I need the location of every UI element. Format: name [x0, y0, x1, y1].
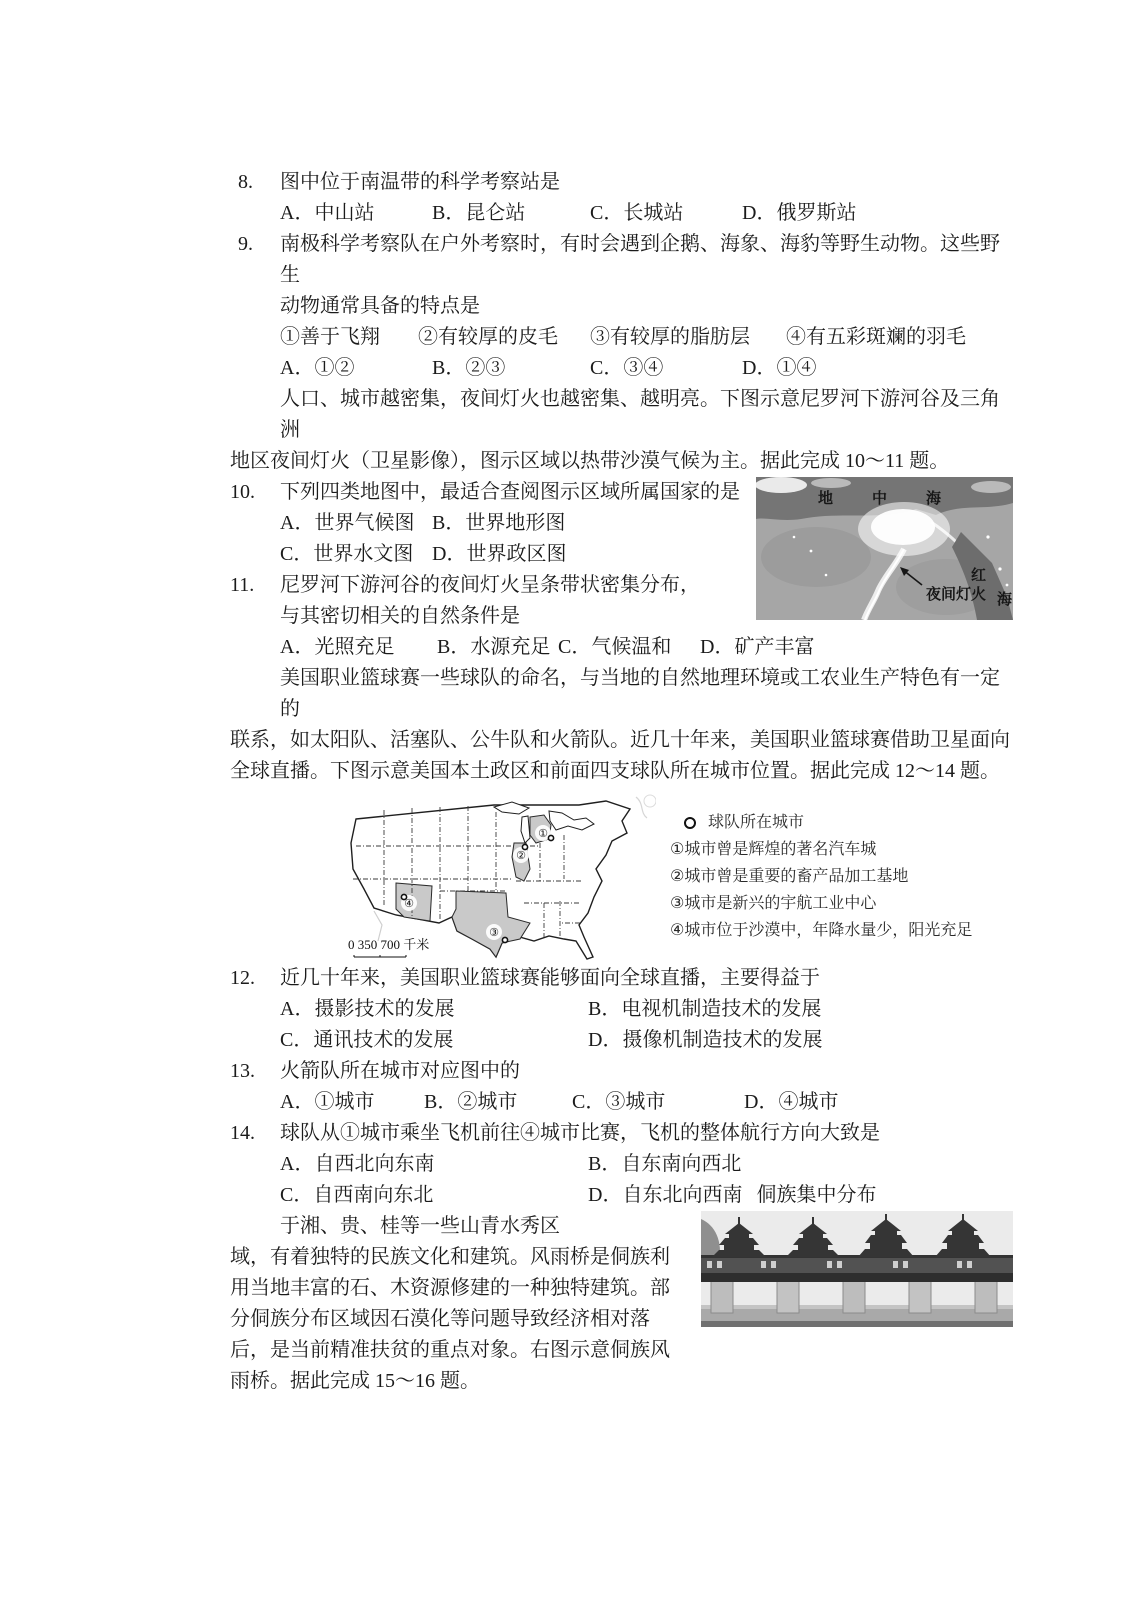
options-row [280, 1180, 1013, 1211]
city-circle-icon [684, 817, 696, 829]
paragraph-line: 美国职业篮球赛一些球队的命名，与当地的自然地理环境或工农业生产特色有一定的 [280, 667, 1000, 720]
question-stem: 下列四类地图中，最适合查阅图示区域所属国家的是 [280, 481, 740, 503]
question-13 [230, 1056, 1013, 1118]
question-14 [230, 1118, 1013, 1211]
option-c: C．通讯技术的发展 [280, 1029, 454, 1051]
option-c: C．长城站 [590, 202, 684, 224]
options-row [280, 632, 1013, 663]
option-b: B．昆仑站 [432, 202, 526, 224]
us-map-figure [230, 791, 1013, 961]
question-10 [230, 477, 744, 570]
exam-content [230, 167, 1013, 1397]
red-sea-label-sea: 海 [997, 592, 1013, 608]
option-c: C．③城市 [572, 1091, 666, 1113]
options-row [280, 1025, 1013, 1056]
city-marker-2: ② [516, 850, 526, 862]
option-b: B．②③ [432, 357, 506, 379]
trait-4: ④有五彩斑斓的羽毛 [786, 326, 966, 348]
option-d: D．俄罗斯站 [742, 202, 857, 224]
dong-paragraph-lead: 侗族集中分布 [756, 1184, 877, 1206]
options-row [280, 198, 1013, 229]
option-a: A．自西北向东南 [280, 1153, 435, 1175]
question-stem-line: 与其密切相关的自然条件是 [280, 605, 520, 627]
paragraph-line: 人口、城市越密集，夜间灯火也越密集、越明亮。下图示意尼罗河下游河谷及三角洲 [280, 388, 1000, 441]
option-a: A．中山站 [280, 202, 375, 224]
options-row [280, 1087, 1013, 1118]
question-stem: 近几十年来，美国职业篮球赛能够面向全球直播，主要得益于 [280, 967, 820, 989]
question-number: 14. [230, 1122, 255, 1144]
paragraph-line: 雨桥。据此完成 15～16 题。 [230, 1370, 480, 1392]
option-d: D．自东北向西南 [588, 1184, 743, 1206]
option-a: A．①城市 [280, 1091, 375, 1113]
options-row [280, 994, 1013, 1025]
question-11-options [230, 632, 1013, 663]
bridge-corridor [701, 1255, 1013, 1282]
options-row [280, 508, 744, 539]
mediterranean-sea-label: 地 中 海 [818, 491, 954, 507]
nile-question-block [230, 477, 1013, 663]
question-stem: 球队从①城市乘坐飞机前往④城市比赛，飞机的整体航行方向大致是 [280, 1122, 880, 1144]
legend-item: ①城市曾是辉煌的著名汽车城 [670, 841, 877, 858]
paragraph-line: 分侗族分布区域因石漠化等问题导致经济相对落 [230, 1308, 650, 1330]
option-d: D．①④ [742, 357, 817, 379]
question-stem-line: 动物通常具备的特点是 [280, 295, 480, 317]
map-legend [670, 791, 972, 944]
paragraph-line: 联系，如太阳队、活塞队、公牛队和火箭队。近几十年来，美国职业篮球赛借助卫星面向 [230, 729, 1010, 751]
option-a: A．光照充足 [280, 636, 395, 658]
question-number: 10. [230, 481, 255, 503]
nile-night-lights-figure [756, 477, 1013, 620]
question-stem-line: 尼罗河下游河谷的夜间灯火呈条带状密集分布， [280, 574, 700, 596]
nile-intro-paragraph [230, 384, 1013, 477]
dong-paragraph-block [230, 1211, 1013, 1397]
wind-rain-bridge-photo [701, 1211, 1013, 1327]
option-b: B．水源充足 [437, 636, 551, 658]
question-stem: 火箭队所在城市对应图中的 [280, 1060, 520, 1082]
nba-intro-paragraph [230, 663, 1013, 787]
traits-row [280, 322, 1013, 353]
option-b: B．自东南向西北 [588, 1153, 742, 1175]
us-map-svg [344, 791, 656, 961]
red-sea-label-red: 红 [971, 568, 987, 584]
option-d: D．④城市 [744, 1091, 839, 1113]
legend-item: ④城市位于沙漠中，年降水量少，阳光充足 [670, 922, 973, 939]
option-b: B．②城市 [424, 1091, 518, 1113]
option-d: D．世界政区图 [432, 543, 567, 565]
option-a: A．摄影技术的发展 [280, 998, 455, 1020]
city-marker-1: ① [538, 828, 548, 840]
question-8 [230, 167, 1013, 229]
question-12 [230, 963, 1013, 1056]
option-b: B．电视机制造技术的发展 [588, 998, 822, 1020]
legend-symbol-row [670, 809, 972, 836]
option-c: C．世界水文图 [280, 543, 414, 565]
option-a: A．世界气候图 [280, 512, 415, 534]
option-a: A．①② [280, 357, 355, 379]
options-row [280, 1149, 1013, 1180]
scale-bar [354, 955, 406, 957]
trait-3: ③有较厚的脂肪层 [590, 326, 750, 348]
city-marker-4: ④ [404, 898, 414, 910]
trait-1: ①善于飞翔 [280, 326, 380, 348]
question-number: 13. [230, 1060, 255, 1082]
paragraph-line: 地区夜间灯火（卫星影像），图示区域以热带沙漠气候为主。据此完成 10～11 题。 [230, 450, 950, 472]
satellite-image [756, 477, 1013, 620]
options-row [280, 353, 1013, 384]
bridge-photo-svg [701, 1211, 1013, 1327]
option-c: C．自西南向东北 [280, 1184, 434, 1206]
legend-symbol-label: 球队所在城市 [708, 814, 805, 831]
option-d: D．摄像机制造技术的发展 [588, 1029, 823, 1051]
legend-item: ②城市曾是重要的畜产品加工基地 [670, 868, 909, 885]
options-row [280, 539, 744, 570]
option-b: B．世界地形图 [432, 512, 566, 534]
question-9 [230, 229, 1013, 384]
option-c: C．③④ [590, 357, 664, 379]
night-lights-annotation: 夜间灯火 [926, 587, 987, 603]
trait-2: ②有较厚的皮毛 [418, 326, 558, 348]
paragraph-line: 于湘、贵、桂等一些山青水秀区 [280, 1215, 560, 1237]
paragraph-line: 域，有着独特的民族文化和建筑。风雨桥是侗族利 [230, 1246, 670, 1268]
city-marker-3: ③ [489, 927, 499, 939]
us-map [344, 791, 656, 967]
question-number: 8. [238, 171, 253, 193]
question-stem: 图中位于南温带的科学考察站是 [280, 171, 560, 193]
question-11 [230, 570, 744, 632]
question-stem-line: 南极科学考察队在户外考察时，有时会遇到企鹅、海象、海豹等野生动物。这些野生 [280, 233, 1000, 286]
question-number: 9. [238, 233, 253, 255]
option-c: C．气候温和 [558, 636, 672, 658]
option-d: D．矿产丰富 [700, 636, 815, 658]
scale-label: 0 350 700 千米 [348, 937, 430, 952]
legend-item: ③城市是新兴的宇航工业中心 [670, 895, 877, 912]
question-number: 11. [230, 574, 255, 596]
question-number: 12. [230, 967, 255, 989]
paragraph-line: 全球直播。下图示意美国本土政区和前面四支球队所在城市位置。据此完成 12～14 题。 [230, 760, 1000, 782]
paragraph-line: 用当地丰富的石、木资源修建的一种独特建筑。部 [230, 1277, 670, 1299]
paragraph-line: 后，是当前精准扶贫的重点对象。右图示意侗族风 [230, 1339, 670, 1361]
